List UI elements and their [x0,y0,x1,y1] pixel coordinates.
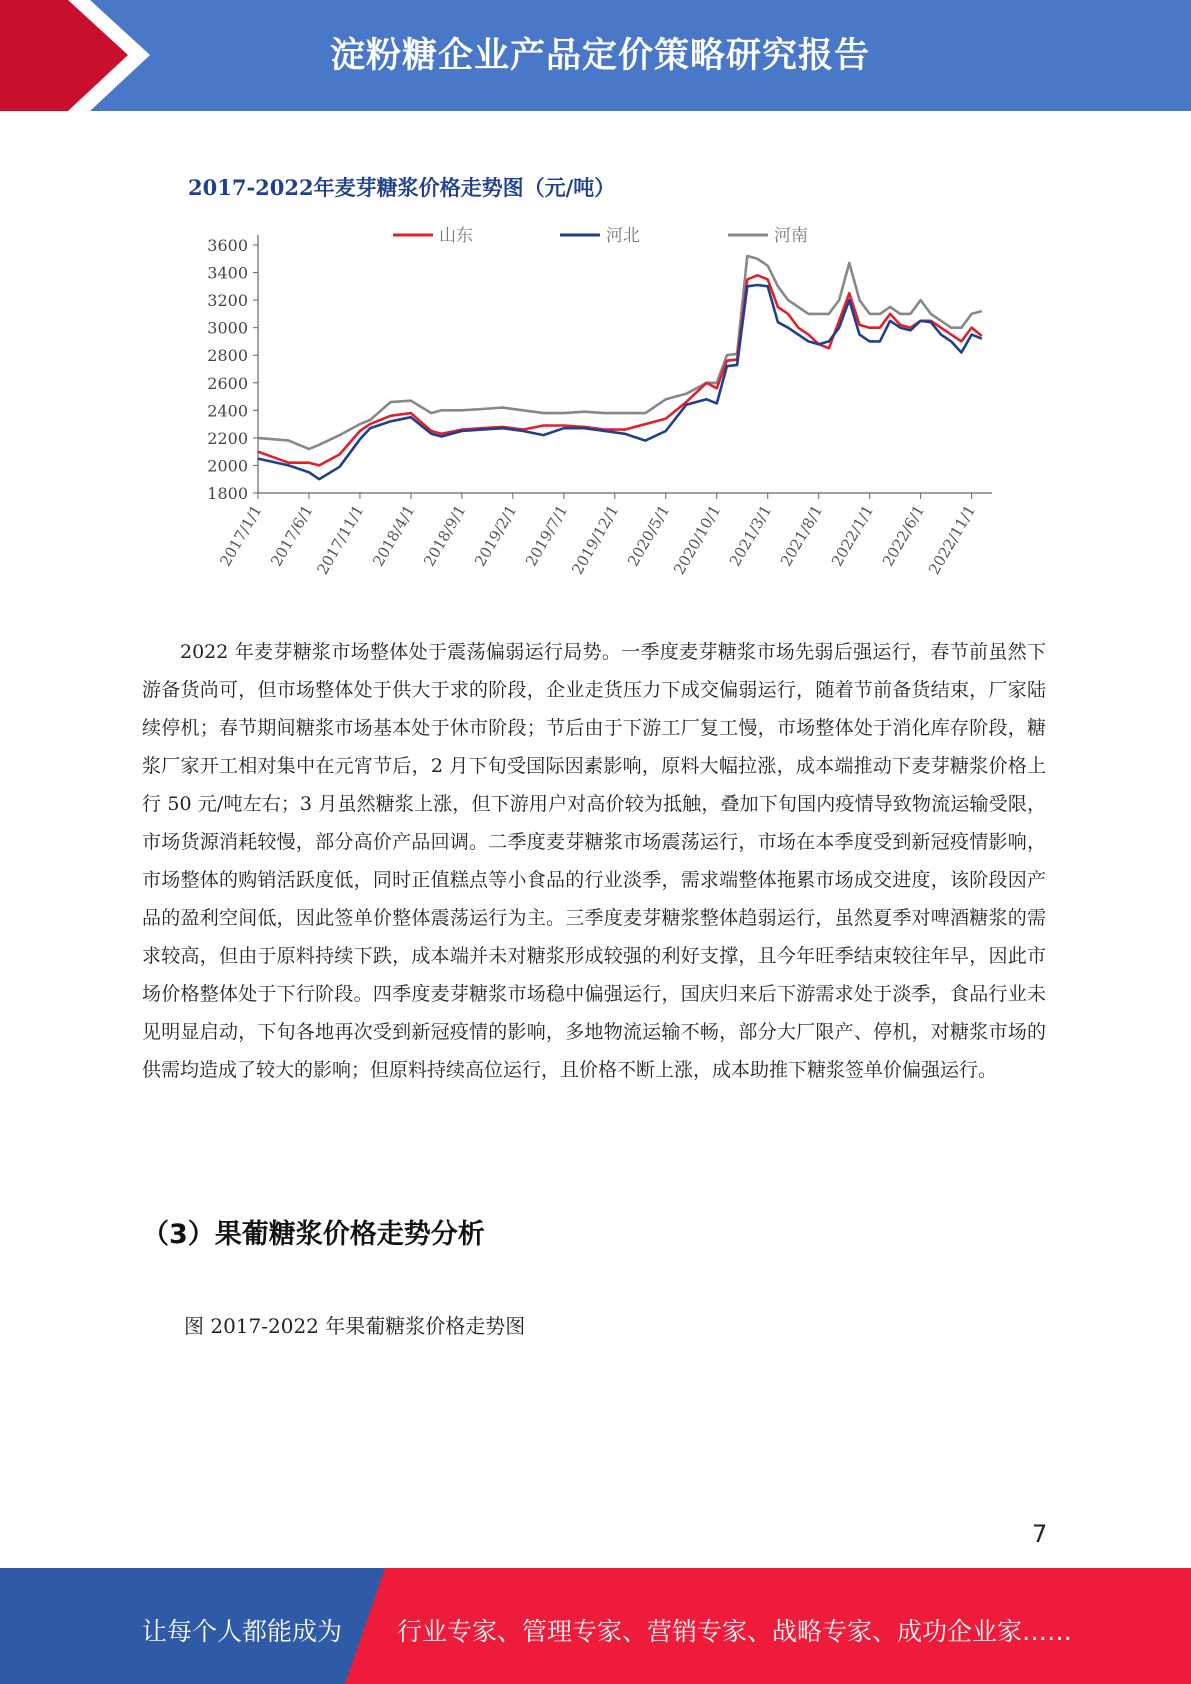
chart-series [258,256,982,479]
x-tick-label: 2019/7/1 [522,502,572,570]
chart-legend [393,226,808,246]
section-heading: （3）果葡糖浆价格走势分析 [142,1219,485,1250]
x-tick-label: 2019/12/1 [568,502,623,578]
y-tick-label: 3400 [207,263,248,283]
y-tick-label: 2600 [207,373,248,393]
y-tick-label: 3200 [207,291,248,311]
chart-svg [180,160,1020,600]
page-number: 7 [1032,1520,1048,1548]
footer-slogan-left: 让每个人都能成为 [142,1617,343,1646]
y-tick-label: 2800 [207,346,248,366]
maltose-price-chart [180,160,1020,600]
legend-label: 河北 [606,226,640,246]
footer-banner [0,1568,1191,1684]
body-paragraph: 2022 年麦芽糖浆市场整体处于震荡偏弱运行局势。一季度麦芽糖浆市场先弱后强运行，春节前虽然下游备货尚可，但市场整体处于供大于求的阶段，企业走货压力下成交偏弱运行，随着节前备货结束，厂家陆续停机；春节期间糖浆市场基本处于休市阶段；节后由于下游工厂复工慢，市场整体处于消化库存阶段，糖浆厂家开工相对集中在元宵节后，2 月下旬受国际因素影响，原料大幅拉涨，成本端推动下麦芽糖浆价格上行 50 元/吨左右；3 月虽然糖浆上涨，但下游用户对高价较为抵触，叠加下旬国内疫情导致物流运输受限，市场货源消耗较慢，部分高价产品回调。二季度麦芽糖浆市场震荡运行，市场在本季度受到新冠疫情影响，市场整体的购销活跃度低，同时正值糕点等小食品的行业淡季，需求端整体拖累市场成交进度，该阶段因产品的盈利空间低，因此签单价整体震荡运行为主。三季度麦芽糖浆整体趋弱运行，虽然夏季对啤酒糖浆的需求较高，但由于原料持续下跌，成本端并未对糖浆形成较强的利好支撑，且今年旺季结束较往年早，因此市场价格整体处于下行阶段。四季度麦芽糖浆市场稳中偏强运行，国庆归来后下游需求处于淡季，食品行业未见明显启动，下旬各地再次受到新冠疫情的影响，多地物流运输不畅，部分大厂限产、停机，对糖浆市场的供需均造成了较大的影响；但原料持续高位运行，且价格不断上涨，成本助推下糖浆签单价偏强运行。 [142,641,1046,1081]
figure-caption: 图 2017-2022 年果葡糖浆价格走势图 [184,1314,526,1338]
x-tick-label: 2018/4/1 [369,502,419,570]
x-tick-label: 2017/1/1 [216,502,266,570]
y-tick-label: 3600 [207,236,248,255]
legend-label: 河南 [774,226,808,246]
y-tick-label: 2000 [207,456,248,476]
y-tick-label: 3000 [207,318,248,338]
legend-label: 山东 [439,226,473,246]
y-tick-label: 2400 [207,401,248,421]
header-chevron-decoration [0,0,170,111]
x-tick-label: 2021/3/1 [725,502,776,570]
series-line [258,275,982,465]
x-tick-label: 2019/2/1 [471,502,521,570]
x-tick-label: 2022/11/1 [925,502,980,578]
series-line [258,256,982,449]
header-banner [0,0,1191,111]
x-tick-label: 2017/6/1 [267,502,317,570]
report-title: 淀粉糖企业产品定价策略研究报告 [330,36,871,76]
chart-title: 2017-2022年麦芽糖浆价格走势图（元/吨） [188,175,616,200]
y-tick-label: 2200 [207,428,248,448]
x-tick-label: 2018/9/1 [420,502,470,570]
chart-axes [207,235,992,578]
x-tick-label: 2022/6/1 [878,502,929,570]
x-tick-label: 2022/1/1 [827,502,878,570]
x-tick-label: 2020/10/1 [670,502,725,578]
y-tick-label: 1800 [207,484,248,503]
x-tick-label: 2020/5/1 [623,502,674,570]
footer-slogan-right: 行业专家、管理专家、营销专家、战略专家、成功企业家…… [397,1617,1073,1646]
x-tick-label: 2017/11/1 [313,502,368,578]
x-tick-label: 2021/8/1 [776,502,827,570]
